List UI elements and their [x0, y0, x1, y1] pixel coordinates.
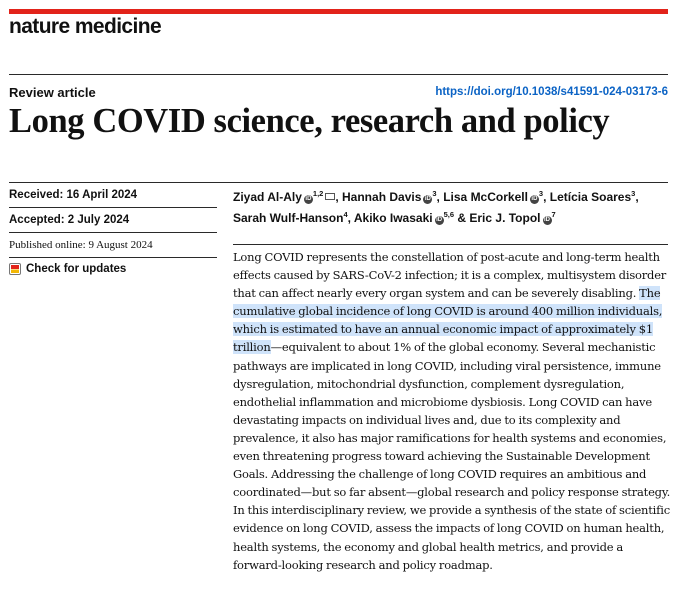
author[interactable]: [233, 211, 348, 225]
abstract-text: —equivalent to about 1% of the global economy. Several mechanistic pathways are implicated in long COVID, including viral persistence, immune dysregulation, mitochondrial dysfunction, complement dysregulation, endothelial inflammation and microbiome dysbiosis. Long COVID can have devastating impacts on individual lives and, due to its complexity and prevalence, it also has major ramifications for health systems and economies, even threatening progress toward achieving the Sustainable Development Goals. Addressing the challenge of long COVID requires an ambitious and coordinated—but so far absent—global research and policy response strategy. In this interdisciplinary review, we provide a synthesis of the state of scientific evidence on long COVID, assess the impacts of long COVID on human health, health systems, the economy and global health metrics, and provide a forward-looking research and policy roadmap.: [233, 340, 671, 572]
title-divider: [9, 182, 668, 183]
doi-link[interactable]: https://doi.org/10.1038/s41591-024-03173-6: [435, 86, 668, 98]
orcid-icon[interactable]: iD: [436, 217, 443, 223]
affiliation-marker: 7: [551, 210, 556, 219]
email-icon[interactable]: [325, 193, 335, 200]
affiliation-marker: 3: [432, 189, 437, 198]
orcid-icon[interactable]: iD: [305, 196, 312, 202]
received-date: Received: 16 April 2024: [9, 189, 138, 201]
date-divider: [9, 207, 217, 208]
date-divider: [9, 232, 217, 233]
author-separator: ,: [543, 190, 550, 204]
orcid-icon[interactable]: iD: [544, 217, 550, 223]
author-separator: &: [454, 211, 470, 225]
abstract-highlight: The cumulative global incidence of long COVID is around 400 million individuals, which is estimated to have an annual economic impact of approximately $1 trillion: [233, 286, 663, 355]
accepted-date: Accepted: 2 July 2024: [9, 214, 130, 226]
author-separator: ,: [436, 190, 444, 204]
author[interactable]: [233, 190, 335, 204]
date-divider: [9, 257, 217, 258]
author[interactable]: [354, 211, 454, 225]
author-name: Lisa McCorkell: [443, 190, 528, 204]
author-name: Hannah Davis: [342, 190, 422, 204]
author-list: [233, 185, 663, 227]
orcid-icon[interactable]: iD: [531, 196, 538, 202]
author[interactable]: [443, 190, 543, 204]
check-updates-icon: [9, 263, 21, 275]
author-name: Letícia Soares: [549, 190, 632, 204]
affiliation-marker: 1,2: [312, 189, 324, 198]
author[interactable]: [469, 211, 555, 225]
affiliation-marker: 4: [343, 210, 348, 219]
article-title: Long COVID science, research and policy: [9, 102, 610, 140]
affiliation-marker: 3: [538, 189, 544, 198]
abstract: [233, 248, 673, 574]
journal-logo: nature medicine: [9, 15, 162, 38]
author-name: Ziyad Al-Aly: [233, 190, 302, 204]
author-name: Eric J. Topol: [469, 211, 541, 225]
author-separator: ,: [347, 211, 354, 225]
journal-brand-bar: [9, 9, 668, 14]
header-divider: [9, 74, 668, 75]
authors-divider: [233, 244, 668, 245]
check-for-updates-button[interactable]: [9, 263, 126, 275]
author[interactable]: [549, 189, 639, 204]
author-separator: ,: [635, 190, 639, 204]
check-updates-label: Check for updates: [26, 263, 127, 275]
author-separator: ,: [335, 190, 343, 204]
author-name: Sarah Wulf-Hanson: [233, 211, 344, 225]
affiliation-marker: 5,6: [443, 210, 455, 219]
author-name: Akiko Iwasaki: [353, 211, 433, 225]
affiliation-marker: 3: [631, 189, 636, 198]
author[interactable]: [342, 190, 437, 204]
article-type: Review article: [9, 85, 96, 100]
published-date: Published online: 9 August 2024: [9, 239, 153, 251]
orcid-icon[interactable]: iD: [424, 196, 431, 202]
abstract-text: Long COVID represents the constellation of post-acute and long-term health effects caused by SARS-CoV-2 infection; it is a complex, multisystem disorder that can affect nearly every organ system and can be severely disabling.: [233, 250, 667, 301]
